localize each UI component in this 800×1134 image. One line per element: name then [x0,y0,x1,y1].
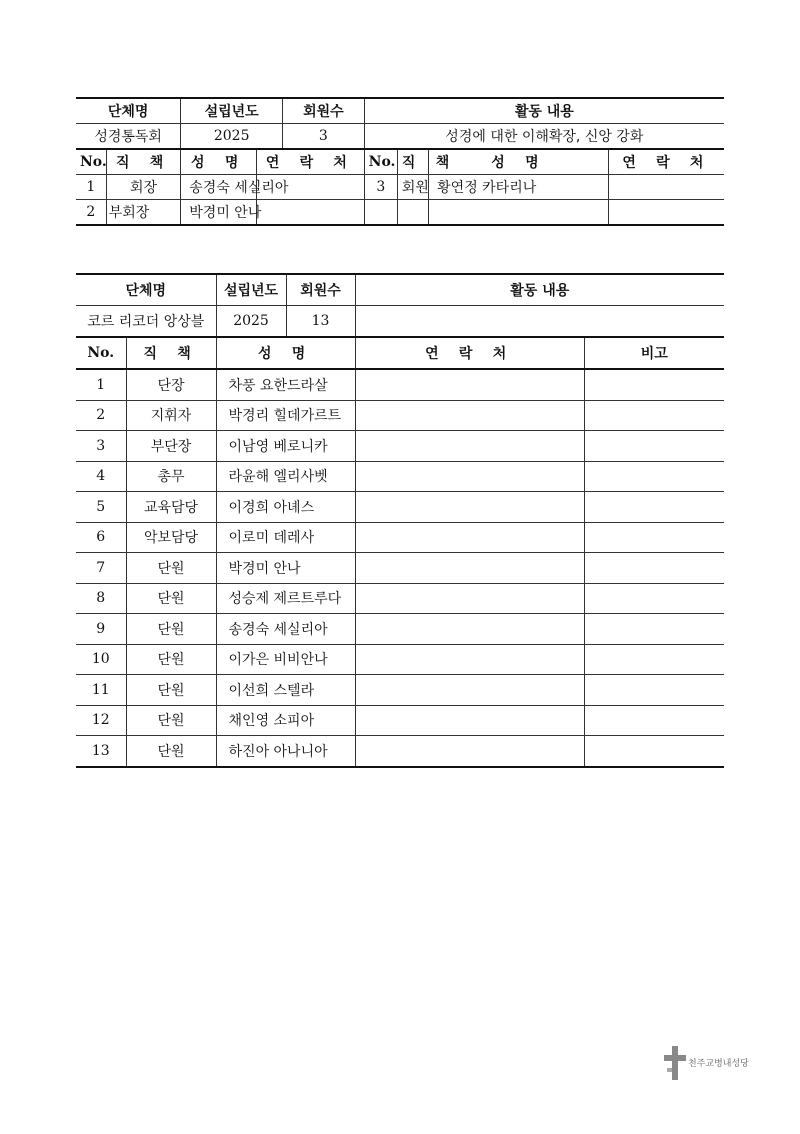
row-position: 단원 [126,644,216,675]
row-no: 1 [76,369,126,400]
group2-year-header: 설립년도 [216,274,286,306]
group2-name: 코르 리코더 앙상블 [76,306,216,338]
table-row [76,400,724,431]
row-remarks [584,644,724,675]
group2-activity-header: 활동 내용 [355,274,724,306]
row-no: 2 [76,200,106,226]
group1-members-header: 회원수 [283,98,365,124]
col-no-header: No. [76,149,106,175]
col-name-header-2: 성 명 [429,149,609,175]
row-position: 단원 [126,705,216,736]
table-row [76,553,724,584]
row-remarks [584,431,724,462]
row-contact [355,369,584,400]
group1-year-header: 설립년도 [181,98,283,124]
group1-name-header: 단체명 [76,98,181,124]
group1-table [76,97,724,226]
row-person: 황연정 카타리나 [429,175,609,200]
col-no-header: No. [76,337,126,369]
row-contact [355,461,584,492]
row-person: 이남영 베로니카 [216,431,355,462]
group1-activity: 성경에 대한 이해확장, 신앙 강화 [364,124,724,150]
table-row [76,492,724,523]
row-remarks [584,461,724,492]
row-position: 회장 [106,175,181,200]
row-contact [355,736,584,767]
row-person: 채인영 소피아 [216,705,355,736]
row-position: 단장 [126,369,216,400]
row-person: 송경숙 세실리아 [216,614,355,645]
group2-activity [355,306,724,338]
row-no: 4 [76,461,126,492]
row-position: 교육담당 [126,492,216,523]
logo-text: 천주교병내성당 [688,1059,749,1069]
row-person: 송경숙 세실리아 [181,175,257,200]
row-position: 총무 [126,461,216,492]
row-remarks [584,400,724,431]
table-row [76,705,724,736]
row-position: 단원 [126,614,216,645]
group2-name-header: 단체명 [76,274,216,306]
col-position-header: 직 책 [126,337,216,369]
row-contact [355,431,584,462]
row-contact [355,492,584,523]
row-person: 성승제 제르트루다 [216,583,355,614]
row-no: 3 [364,175,397,200]
row-no: 12 [76,705,126,736]
row-person: 이가은 비비안나 [216,644,355,675]
row-position: 부단장 [126,431,216,462]
col-position-header-2: 직 책 [397,149,428,175]
row-no: 9 [76,614,126,645]
group1-info-row [76,124,724,150]
group1-name: 성경통독회 [76,124,181,150]
row-person: 이로미 데레사 [216,522,355,553]
row-remarks [584,675,724,706]
table-row [76,583,724,614]
row-person: 차풍 요한드라살 [216,369,355,400]
row-contact [256,200,364,226]
church-logo [664,1044,749,1084]
group1-header-row [76,98,724,124]
row-person [429,200,609,226]
row-no: 5 [76,492,126,523]
table-row [76,644,724,675]
group2-members-header: 회원수 [286,274,355,306]
table-row [76,614,724,645]
row-contact [355,675,584,706]
row-position: 회원 [397,175,428,200]
row-contact [355,644,584,675]
col-contact-header: 연 락 처 [256,149,364,175]
row-remarks [584,583,724,614]
row-person: 박경미 안나 [181,200,257,226]
group2-table [76,273,724,768]
col-name-header: 성 명 [216,337,355,369]
row-contact [355,583,584,614]
row-remarks [584,369,724,400]
row-no: 3 [76,431,126,462]
row-position: 단원 [126,583,216,614]
group1-year: 2025 [181,124,283,150]
group1-members: 3 [283,124,365,150]
col-contact-header-2: 연 락 처 [609,149,724,175]
group2-header-row [76,274,724,306]
table-row [76,522,724,553]
row-position: 단원 [126,736,216,767]
row-no: 1 [76,175,106,200]
table-row [76,431,724,462]
table-row [76,200,724,226]
col-remarks-header: 비고 [584,337,724,369]
row-remarks [584,736,724,767]
row-no: 2 [76,400,126,431]
row-contact [609,200,724,226]
group2-info-row [76,306,724,338]
row-position: 단원 [126,675,216,706]
row-position: 단원 [126,553,216,584]
table-row [76,369,724,400]
row-remarks [584,705,724,736]
row-remarks [584,553,724,584]
group1-column-header-row [76,149,724,175]
cross-icon [664,1046,686,1080]
col-position-header: 직 책 [106,149,181,175]
table-row [76,675,724,706]
group2-members: 13 [286,306,355,338]
row-person: 이경희 아녜스 [216,492,355,523]
row-no [364,200,397,226]
row-position: 부회장 [106,200,181,226]
row-person: 박경미 안나 [216,553,355,584]
row-remarks [584,614,724,645]
group1-activity-header: 활동 내용 [364,98,724,124]
row-no: 13 [76,736,126,767]
row-contact [355,400,584,431]
row-person: 라윤해 엘리사벳 [216,461,355,492]
table-row [76,175,724,200]
row-no: 8 [76,583,126,614]
row-position: 악보담당 [126,522,216,553]
row-person: 박경리 힐데가르트 [216,400,355,431]
row-person: 이선희 스텔라 [216,675,355,706]
group2-column-header-row [76,337,724,369]
row-remarks [584,492,724,523]
row-no: 10 [76,644,126,675]
row-position [397,200,428,226]
row-no: 6 [76,522,126,553]
table-row [76,461,724,492]
table-row [76,736,724,767]
row-contact [609,175,724,200]
col-no-header-2: No. [364,149,397,175]
group2-year: 2025 [216,306,286,338]
col-name-header: 성 명 [181,149,257,175]
row-contact [355,705,584,736]
row-contact [355,522,584,553]
row-remarks [584,522,724,553]
row-contact [355,614,584,645]
row-contact [355,553,584,584]
row-person: 하진아 아나니아 [216,736,355,767]
row-position: 지휘자 [126,400,216,431]
row-no: 11 [76,675,126,706]
col-contact-header: 연 락 처 [355,337,584,369]
row-no: 7 [76,553,126,584]
